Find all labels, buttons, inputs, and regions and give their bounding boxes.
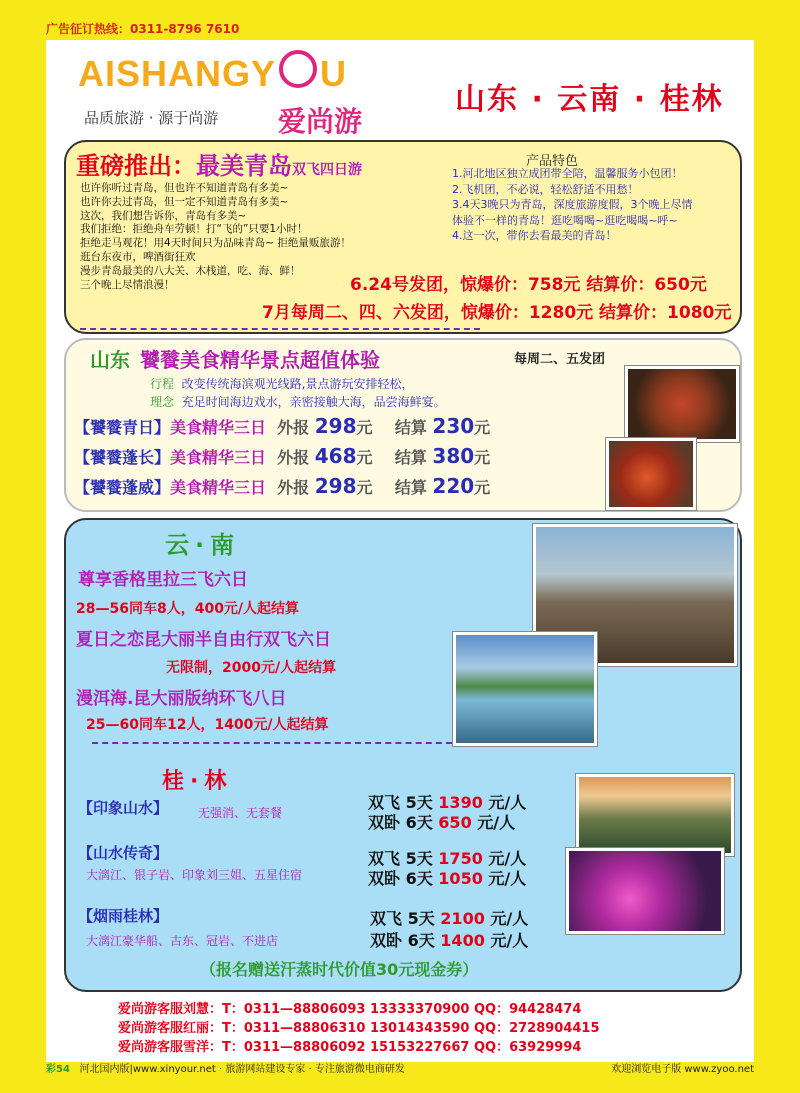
guilin-route-desc: 大漓江、银子岩、印象刘三姐、五星住宿 — [86, 868, 303, 882]
seafood-photo — [625, 366, 739, 442]
guilin-mountains-photo — [576, 774, 734, 856]
features-list: 1.河北地区独立成团带全陪，温馨服务小包团！ 2.飞机团，不必说，轻松舒适不用愁！ 3.4天3晚只为青岛，深度旅游度假，3个晚上尽情 体验不一样的青岛！逛吃喝喝~逛吃喝喝~呼~ 4.这一次，带你去看最美的青岛！ — [452, 167, 693, 242]
qingdao-description: 也许你听过青岛，但也许不知道青岛有多美~ 也许你去过青岛，但一定不知道青岛有多美~ 这次，我们想告诉你，青岛有多美~ 我们拒绝：拒绝舟车劳顿！打“飞的”只要1小时！ 拒绝走马观花！用4天时间只为品味青岛~ 拒绝量贩旅游！ 逛台东夜市，啤酒街狂欢 漫步青岛最美的八大关、木栈道，吃、海、鲜！ 三个晚上尽情浪漫！ — [80, 182, 351, 291]
package-row: 【饕餮蓬长】美食精华三日 外报 468元 结算 380元 — [74, 444, 491, 468]
guilin-price-train: 双卧 6天 650 元/人 — [368, 813, 516, 832]
yunnan-route-name: 漫洱海.昆大丽版纳环飞八日 — [76, 689, 287, 709]
divider — [92, 742, 452, 746]
yunnan-route-price: 28—56同车8人，400元/人起结算 — [76, 601, 300, 617]
footer-right: 欢迎浏览电子版 www.zyoo.net — [611, 1064, 754, 1075]
contact-line: 爱尚游客服雪洋：T：0311—88806092 15153227667 QQ：63929994 — [118, 1040, 582, 1055]
guilin-title: 桂·林 — [162, 769, 233, 794]
destinations-heading: 山东 · 云南 · 桂林 — [455, 82, 724, 117]
contact-line: 爱尚游客服刘慧：T：0311—88806093 13333370900 QQ：94428474 — [118, 1002, 582, 1017]
footer-left: 河北国内版|www.xinyour.net · 旅游网站建设专家 · 专注旅游微电商研发 — [79, 1064, 405, 1075]
yunnan-route-name: 尊享香格里拉三飞六日 — [78, 570, 248, 590]
yunnan-route-price: 无限制，2000元/人起结算 — [166, 660, 337, 676]
logo-sun-icon — [279, 50, 317, 88]
itinerary-row: 行程 改变传统海滨观光线路,景点游玩安排轻松， — [150, 377, 414, 391]
guilin-route-desc: 无强消、无套餐 — [198, 806, 283, 820]
guilin-route-name: 【印象山水】 — [78, 799, 169, 817]
slogan: 品质旅游 · 源于尚游 — [84, 109, 219, 127]
footer — [46, 1060, 754, 1075]
divider — [80, 328, 480, 332]
guilin-price-train: 双卧 6天 1050 元/人 — [368, 869, 527, 888]
page-number: 彩54 — [46, 1064, 70, 1075]
qingdao-price-july: 7月每周二、四、六发团，惊爆价：1280元 结算价：1080元 — [262, 303, 732, 323]
guilin-price-train: 双卧 6天 1400 元/人 — [370, 931, 529, 950]
cave-lights-photo — [566, 848, 724, 934]
package-row: 【饕餮蓬威】美食精华三日 外报 298元 结算 220元 — [74, 474, 491, 498]
contact-line: 爱尚游客服红丽：T：0311—88806310 13014343590 QQ：2728904415 — [118, 1021, 600, 1036]
qingdao-title: 重磅推出：最美青岛双飞四日游 — [76, 152, 362, 180]
shandong-schedule: 每周二、五发团 — [514, 352, 606, 367]
lake-landscape-photo — [453, 632, 597, 746]
seafood-dish-photo — [606, 438, 696, 510]
yunnan-route-price: 25—60同车12人，1400元/人起结算 — [86, 717, 329, 733]
guilin-price-fly: 双飞 5天 1750 元/人 — [368, 849, 527, 868]
package-row: 【饕餮青日】美食精华三日 外报 298元 结算 230元 — [74, 414, 491, 438]
yunnan-title: 云·南 — [165, 531, 241, 559]
guilin-route-desc: 大漓江豪华船、古东、冠岩、不进店 — [86, 934, 279, 948]
qingdao-price-june: 6.24号发团，惊爆价：758元 结算价：650元 — [350, 275, 707, 295]
shandong-label: 山东 — [90, 348, 130, 372]
brand-logo: AISHANGY U — [78, 50, 347, 95]
features-title: 产品特色 — [526, 154, 579, 169]
guilin-route-name: 【山水传奇】 — [78, 844, 169, 862]
concept-row: 理念 充足时间海边戏水，亲密接触大海，品尝海鲜宴。 — [150, 395, 446, 409]
shandong-title: 饕餮美食精华景点超值体验 — [140, 348, 380, 372]
gift-notice: （报名赠送汗蒸时代价值30元现金券） — [200, 960, 479, 979]
ad-hotline: 广告征订热线：0311-8796 7610 — [46, 22, 240, 36]
brand-name-cn: 爱尚游 — [278, 105, 363, 138]
yunnan-route-name: 夏日之恋昆大丽半自由行双飞六日 — [76, 630, 331, 650]
guilin-price-fly: 双飞 5天 1390 元/人 — [368, 793, 527, 812]
guilin-route-name: 【烟雨桂林】 — [78, 907, 169, 925]
guilin-price-fly: 双飞 5天 2100 元/人 — [370, 909, 529, 928]
